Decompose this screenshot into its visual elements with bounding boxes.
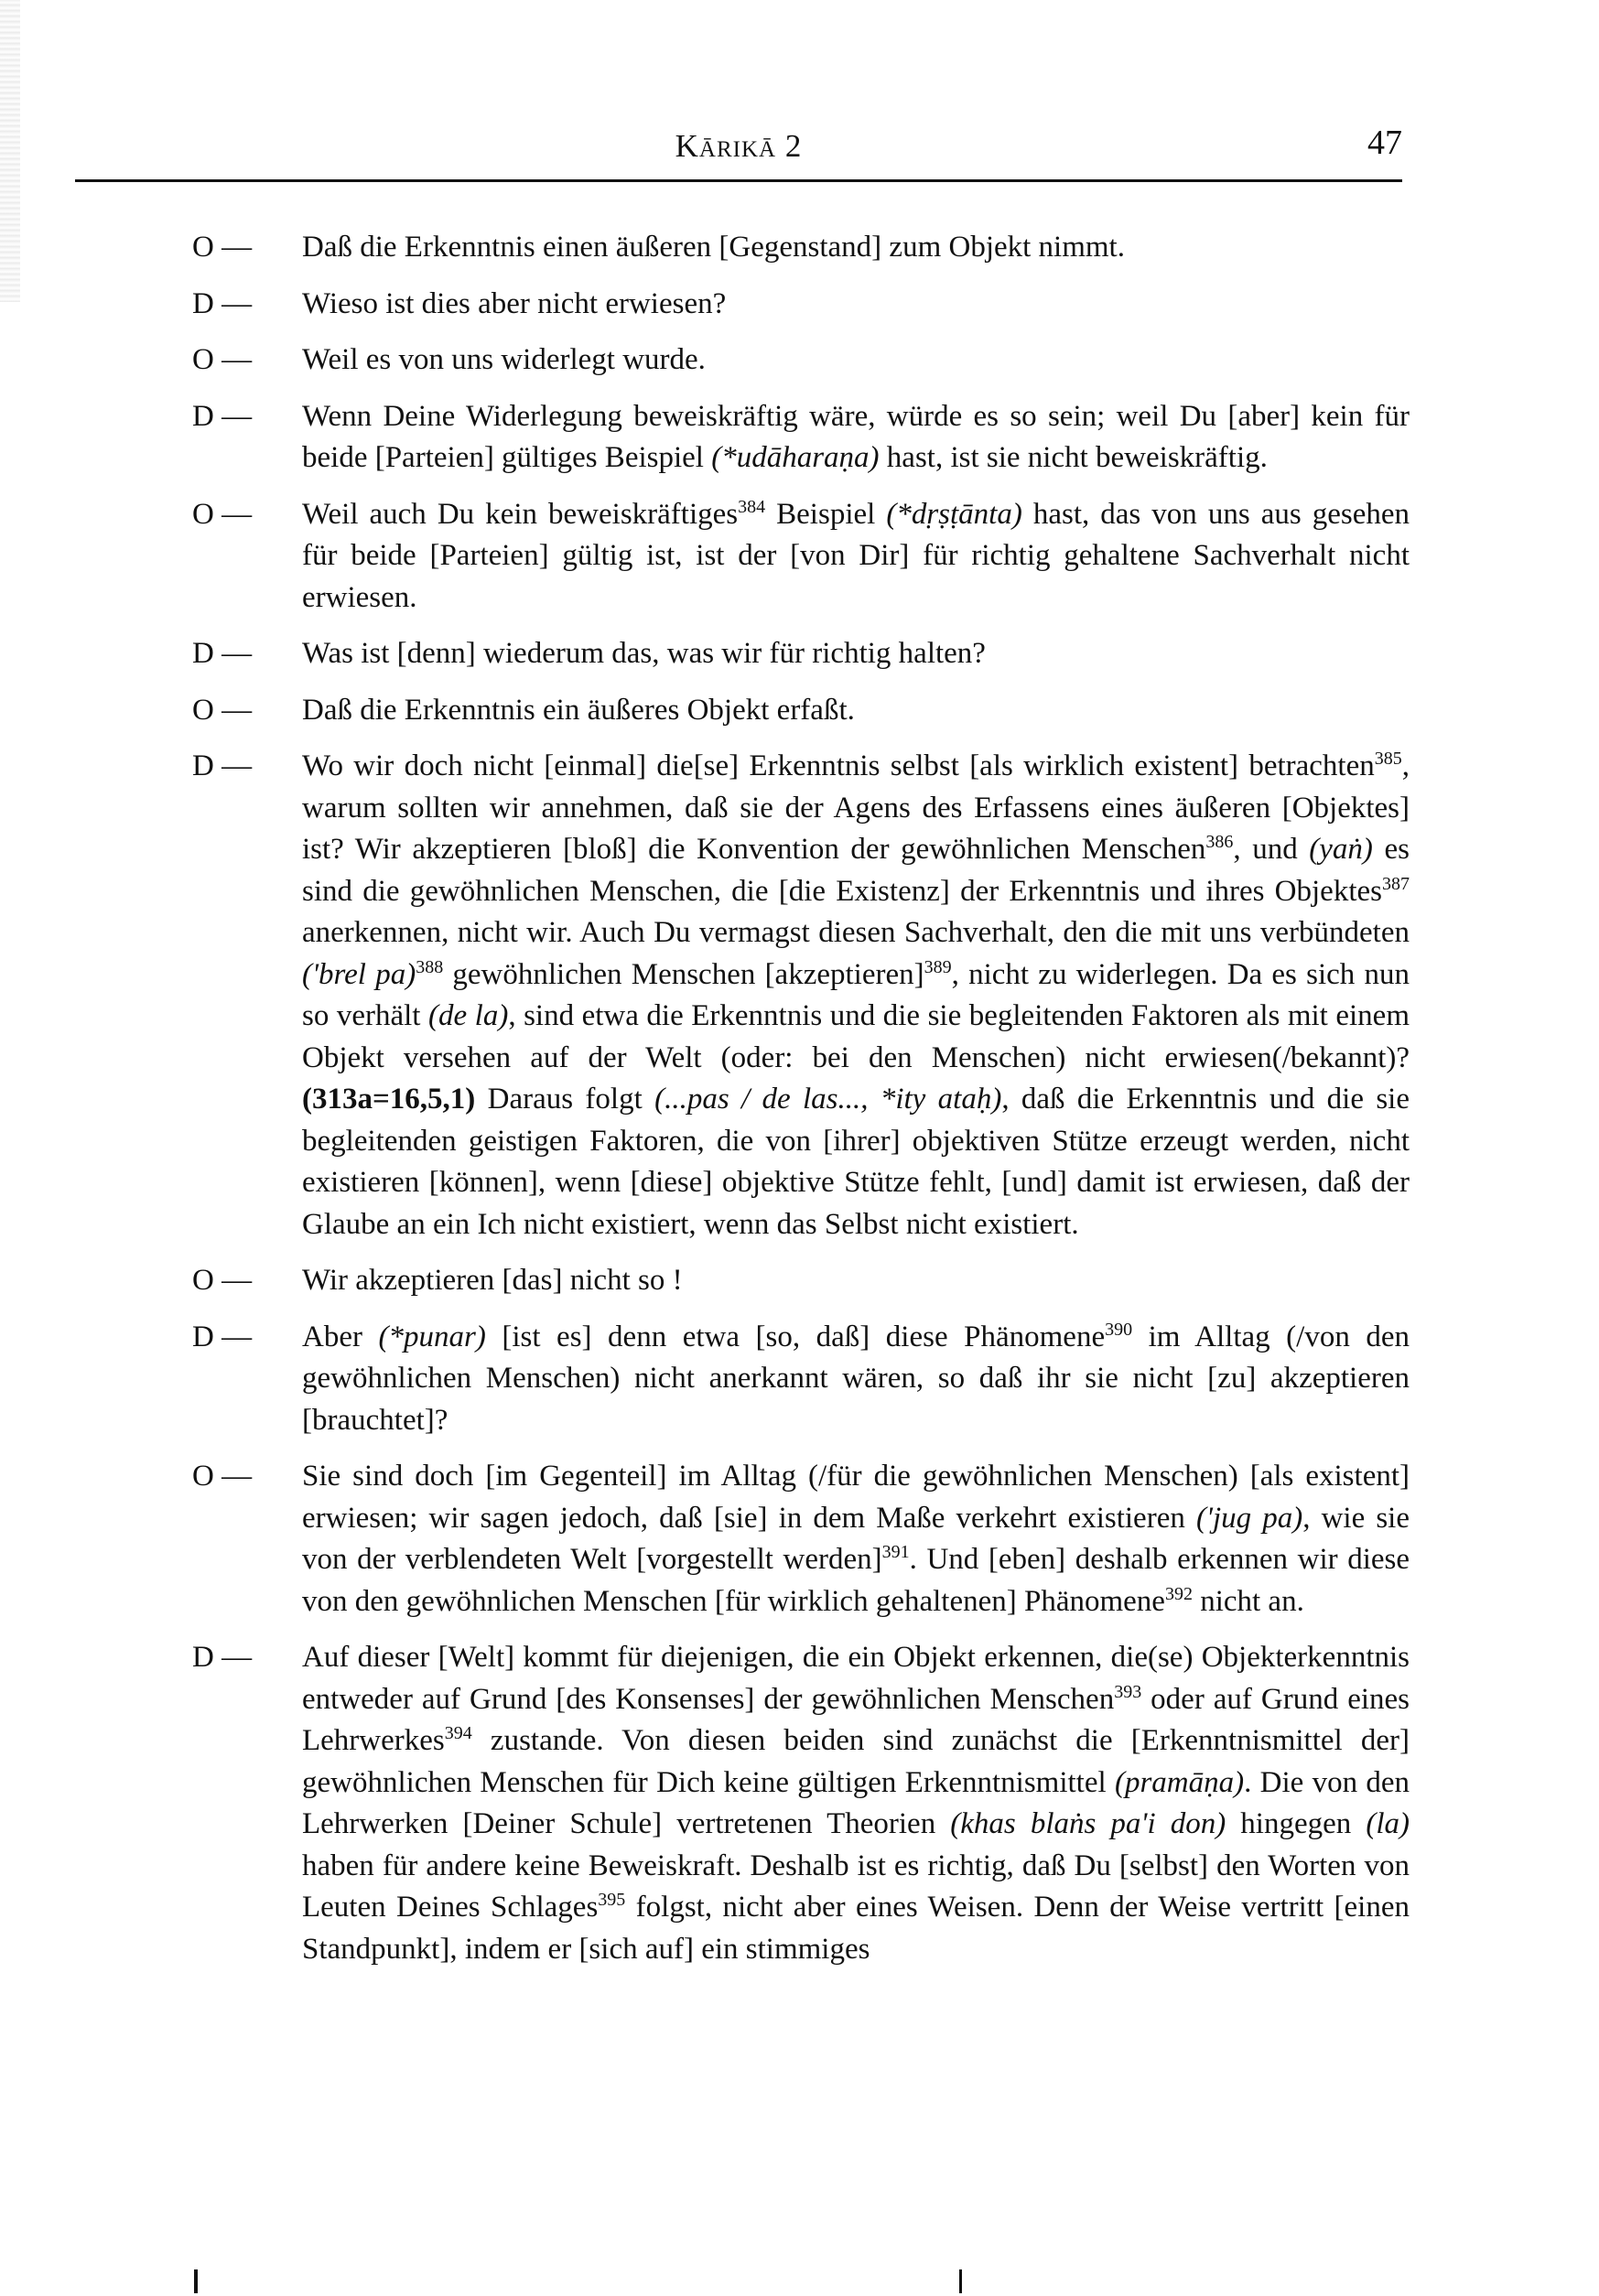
speaker-label: O — bbox=[192, 1264, 253, 1297]
footer-scan-marks bbox=[0, 2269, 1599, 2296]
dialogue-entry bbox=[192, 340, 1410, 382]
entry-text: Was ist [denn] wiederum das, was wir für richtig halten? bbox=[302, 637, 986, 670]
dialogue-entry bbox=[192, 633, 1410, 675]
dialogue-entry bbox=[192, 284, 1410, 326]
dialogue-entry bbox=[192, 1317, 1410, 1442]
dialogue-entry bbox=[192, 1637, 1410, 1970]
speaker-label: O — bbox=[192, 231, 253, 264]
dialogue-entry bbox=[192, 746, 1410, 1245]
speaker-label: D — bbox=[192, 286, 253, 320]
speaker-label: O — bbox=[192, 1460, 253, 1493]
entry-text: Sie sind doch [im Gegenteil] im Alltag (/für die gewöhnlichen Menschen) [als existent] erwiesen; wir sagen jedoch, daß [sie] in dem Maße verkehrt existieren ('jug pa), wie sie von der verblendeten Welt [vorgestellt werden]$^{391}$. Und [eben] deshalb erkennen wir diese von den gewöhnlichen Menschen [für wirklich gehaltenen] Phänomene$^{392}$ nicht an. bbox=[302, 1460, 1410, 1618]
entry-text: Wo wir doch nicht [einmal] die[se] Erkenntnis selbst [als wirklich existent] betrachten$^{385}$, warum sollten wir annehmen, daß sie der Agens des Erfassens eines äußeren [Objektes] ist? Wir akzeptieren [bloß] die Konvention der gewöhnlichen Menschen$^{386}$, und (yaṅ) es sind die gewöhnlichen Menschen, die [die Existenz] der Erkenntnis und ihres Objektes$^{387}$ anerkennen, nicht wir. Auch Du vermagst diesen Sachverhalt, den die mit uns verbündeten ('brel pa)$^{388}$ gewöhnlichen Menschen [akzeptieren]$^{389}$, nicht zu widerlegen. Da es sich nun so verhält (de la), sind etwa die Erkenntnis und die sie begleitenden Faktoren als mit einem Objekt versehen auf der Welt (oder: bei den Menschen) nicht erwiesen(/bekannt)? (313a=16,5,1) Daraus folgt (...pas / de las..., *ity ataḥ), daß die Erkenntnis und die sie begleitenden geistigen Faktoren, die von [ihrer] objektiven Stütze erzeugt werden, nicht existieren [können], wenn [diese] objektive Stütze fehlt, [und] damit ist erwiesen, daß der Glaube an ein Ich nicht existiert, wenn das Selbst nicht existiert. bbox=[302, 749, 1410, 1241]
entry-text: Aber (*punar) [ist es] denn etwa [so, daß] diese Phänomene$^{390}$ im Alltag (/von den gewöhnlichen Menschen) nicht anerkannt wären, so daß ihr sie nicht [zu] akzeptieren [brauchtet]? bbox=[302, 1319, 1410, 1437]
speaker-label: D — bbox=[192, 399, 253, 433]
dialogue-entry bbox=[192, 396, 1410, 480]
entry-text: Wieso ist dies aber nicht erwiesen? bbox=[302, 286, 727, 320]
entry-text: Auf dieser [Welt] kommt für diejenigen, die ein Objekt erkennen, die(se) Objekterkenntnis entweder auf Grund [des Konsenses] der gewöhnlichen Menschen$^{393}$ oder auf Grund eines Lehrwerkes$^{394}$ zustande. Von diesen beiden sind zunächst die [Erkenntnismittel der] gewöhnlichen Menschen für Dich keine gültigen Erkenntnismittel (pramāṇa). Die von den Lehrwerken [Deiner Schule] vertretenen Theorien (khas blaṅs pa'i don) hingegen (la) haben für andere keine Beweiskraft. Deshalb ist es richtig, daß Du [selbst] den Worten von Leuten Deines Schlages$^{395}$ folgst, nicht aber eines Weisen. Denn der Weise vertritt [einen Standpunkt], indem er [sich auf] ein stimmiges bbox=[302, 1641, 1410, 1966]
entry-text: Weil es von uns widerlegt wurde. bbox=[302, 343, 706, 376]
speaker-label: D — bbox=[192, 637, 253, 670]
entry-text: Weil auch Du kein beweiskräftiges$^{384}$ Beispiel (*dṛṣṭānta) hast, das von uns aus gesehen für beide [Parteien] gültig ist, ist der [von Dir] für richtig gehaltene Sachverhalt nicht erwiesen. bbox=[302, 496, 1410, 614]
speaker-label: O — bbox=[192, 497, 253, 531]
speaker-label: D — bbox=[192, 1320, 253, 1353]
header-rule bbox=[75, 179, 1402, 182]
page-header bbox=[75, 117, 1402, 181]
speaker-label: D — bbox=[192, 1641, 253, 1674]
scan-tick bbox=[959, 2269, 962, 2293]
page-number: 47 bbox=[1367, 124, 1402, 162]
entry-text: Wir akzeptieren [das] nicht so ! bbox=[302, 1264, 683, 1297]
dialogue-entry bbox=[192, 494, 1410, 620]
scan-edge-noise bbox=[0, 0, 20, 302]
speaker-label: D — bbox=[192, 749, 253, 782]
entry-text: Daß die Erkenntnis ein äußeres Objekt erfaßt. bbox=[302, 693, 855, 727]
dialogue-entry bbox=[192, 1260, 1410, 1302]
running-title: Kārikā 2 bbox=[675, 128, 803, 164]
dialogue-entry bbox=[192, 1456, 1410, 1622]
speaker-label: O — bbox=[192, 693, 253, 727]
scan-tick bbox=[194, 2269, 198, 2293]
entry-text: Daß die Erkenntnis einen äußeren [Gegenstand] zum Objekt nimmt. bbox=[302, 231, 1125, 264]
dialogue-entry bbox=[192, 690, 1410, 732]
dialogue-entry bbox=[192, 227, 1410, 269]
dialogue-entries bbox=[192, 212, 1410, 1970]
entry-text: Wenn Deine Widerlegung beweiskräftig wäre, würde es so sein; weil Du [aber] kein für beide [Parteien] gültiges Beispiel (*udāharaṇa) hast, ist sie nicht beweiskräftig. bbox=[302, 399, 1410, 474]
speaker-label: O — bbox=[192, 343, 253, 376]
